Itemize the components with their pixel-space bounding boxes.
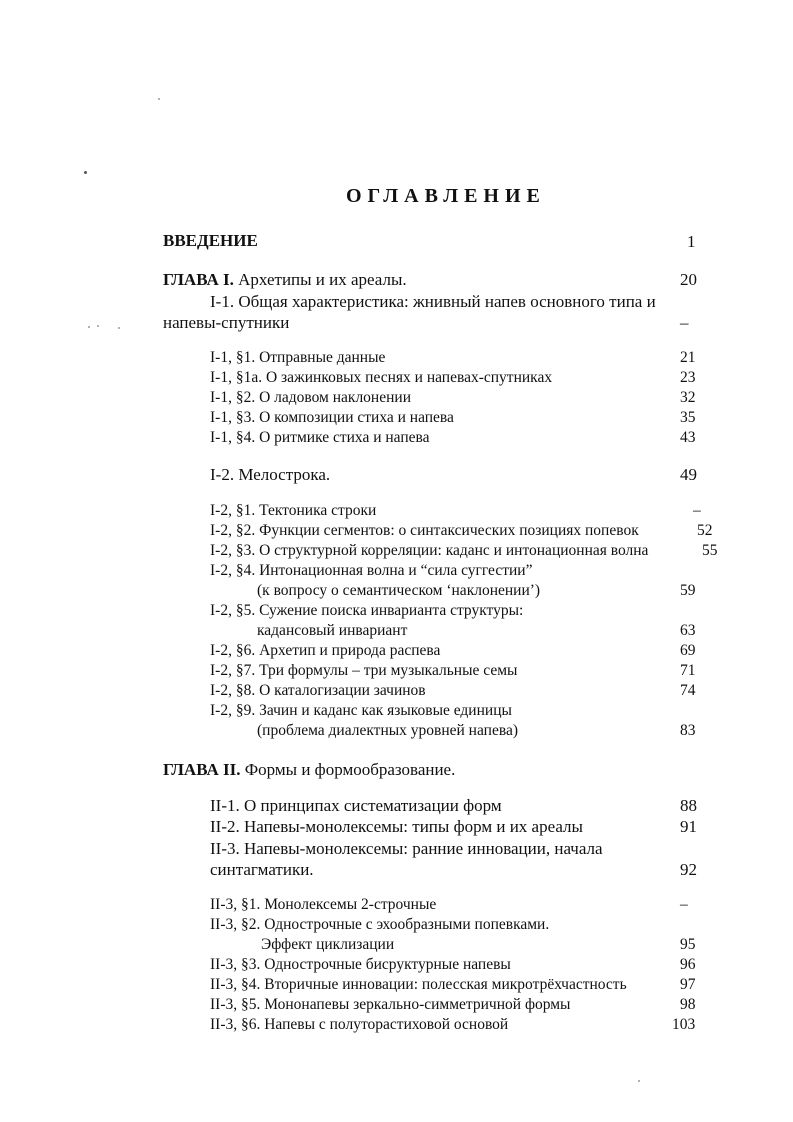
toc-page-number: 35 <box>680 409 696 426</box>
section-2-3-page: 92 <box>680 860 697 879</box>
section-1-2-page: 49 <box>680 465 697 484</box>
toc-entry: I-1, §4. О ритмике стиха и напева <box>210 429 430 446</box>
scan-speck <box>84 171 87 174</box>
section-1-1-page: – <box>680 313 689 332</box>
chapter-2-heading <box>163 761 455 778</box>
page-title: ОГЛАВЛЕНИЕ <box>346 185 546 207</box>
toc-entry: I-1, §1. Отправные данные <box>210 349 386 366</box>
toc-page-number: 74 <box>680 682 696 699</box>
toc-page-number: 32 <box>680 389 696 406</box>
chapter-1-prefix: ГЛАВА I. <box>163 270 234 289</box>
toc-page-number: 21 <box>680 349 696 366</box>
toc-entry: I-2, §7. Три формулы – три музыкальные семы <box>210 662 518 679</box>
toc-page-number: 97 <box>680 976 696 993</box>
intro-label: ВВЕДЕНИЕ <box>163 231 258 250</box>
toc-entry: II-3, §2. Однострочные с эхообразными попевками. <box>210 916 550 933</box>
toc-page-number: 88 <box>680 796 697 815</box>
scan-speck <box>88 326 90 328</box>
toc-page-number: 43 <box>680 429 696 446</box>
toc-page-number: – <box>680 896 688 913</box>
scan-speck <box>118 327 120 329</box>
toc-page-number: 55 <box>702 542 718 559</box>
toc-entry: I-1, §1а. О зажинковых песнях и напевах-спутниках <box>210 369 553 386</box>
chapter-1-name: Архетипы и их ареалы. <box>238 270 407 289</box>
toc-entry: I-1, §2. О ладовом наклонении <box>210 389 411 406</box>
intro-page: 1 <box>687 232 696 251</box>
section-2-3-line2: синтагматики. <box>210 860 314 879</box>
toc-entry: I-2, §6. Архетип и природа распева <box>210 642 441 659</box>
toc-page-number: 98 <box>680 996 696 1013</box>
toc-page-number: 63 <box>680 622 696 639</box>
toc-entry-continuation: (к вопросу о семантическом ‘наклонении’) <box>257 582 541 599</box>
toc-entry: II-3, §4. Вторичные инновации: полесская микротрёхчастность <box>210 976 627 993</box>
scan-speck <box>638 1080 640 1082</box>
toc-entry: I-2, §2. Функции сегментов: о синтаксических позициях попевок <box>210 522 639 539</box>
toc-page-number: 103 <box>672 1016 696 1033</box>
section-1-2: I-2. Мелострока. <box>210 465 331 484</box>
toc-entry: I-2, §9. Зачин и каданс как языковые единицы <box>210 702 512 719</box>
scan-speck <box>97 325 99 327</box>
chapter-2-name: Формы и формообразование. <box>244 760 456 779</box>
chapter-1-page: 20 <box>680 270 697 289</box>
toc-entry: I-2, §4. Интонационная волна и “сила суггестии” <box>210 562 533 579</box>
toc-entry-continuation: кадансовый инвариант <box>257 622 408 639</box>
toc-entry-continuation: (проблема диалектных уровней напева) <box>257 722 518 739</box>
toc-page-number: 59 <box>680 582 696 599</box>
toc-entry: II-3, §6. Напевы с полуторастиховой основой <box>210 1016 509 1033</box>
chapter-1-heading <box>163 271 407 288</box>
toc-entry: II-3, §3. Однострочные бисруктурные напевы <box>210 956 511 973</box>
toc-entry: I-2, §3. О структурной корреляции: каданс и интонационная волна <box>210 542 649 559</box>
toc-entry: I-1, §3. О композиции стиха и напева <box>210 409 454 426</box>
section-2-3-line1: II-3. Напевы-монолексемы: ранние инновации, начала <box>210 839 603 858</box>
toc-page-number: 23 <box>680 369 696 386</box>
section-1-1-line2: напевы-спутники <box>163 313 290 332</box>
toc-page-number: – <box>693 502 701 519</box>
toc-page-number: 52 <box>697 522 713 539</box>
chapter-2-prefix: ГЛАВА II. <box>163 760 241 779</box>
toc-page-number: 96 <box>680 956 696 973</box>
scan-speck <box>158 98 160 100</box>
toc-entry: II-3, §1. Монолексемы 2-строчные <box>210 896 437 913</box>
toc-entry: II-2. Напевы-монолексемы: типы форм и их ареалы <box>210 817 583 836</box>
toc-page-number: 69 <box>680 642 696 659</box>
toc-page-number: 71 <box>680 662 696 679</box>
toc-entry: I-2, §8. О каталогизации зачинов <box>210 682 426 699</box>
toc-entry: I-2, §1. Тектоника строки <box>210 502 377 519</box>
toc-page-number: 95 <box>680 936 696 953</box>
toc-entry: II-1. О принципах систематизации форм <box>210 796 502 815</box>
section-1-1-line1: I-1. Общая характеристика: жнивный напев основного типа и <box>210 292 656 311</box>
toc-entry-continuation: Эффект циклизации <box>261 936 395 953</box>
toc-page-number: 83 <box>680 722 696 739</box>
toc-page-number: 91 <box>680 817 697 836</box>
toc-entry: I-2, §5. Сужение поиска инварианта структуры: <box>210 602 524 619</box>
toc-entry: II-3, §5. Мононапевы зеркально-симметричной формы <box>210 996 571 1013</box>
